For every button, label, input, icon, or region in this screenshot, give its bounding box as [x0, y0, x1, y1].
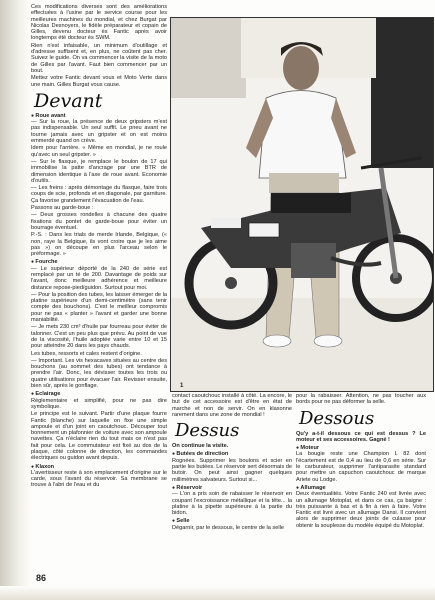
- roue-avant-paragraph: — Deux grosses rondelles à chacune des quatre fixations du pontet de garde-boue pour éviter un bourrage éventuel.: [31, 212, 167, 231]
- right-column: [296, 393, 426, 530]
- reservoir-paragraph: — L'on a pris soin de rabaisser le réservoir en coupant l'excroissance métallique et la tête... la platine à la pipette supérieure à la partie du bidon.: [172, 491, 292, 517]
- fourche-paragraph: — Je mets 230 cm³ d'huile par fourreau pour éviter de talonner. C'est un peu plus que prévu. Au point de vue de la viscosité, l'huile adoptée varie entre 10 et 15 pour atteindre 20 dans les pays chauds.: [31, 324, 167, 350]
- intro-paragraph-3: Mettez votre Fantic devant vous et Moto Verte dans une main. Gilles Burgat vous cause.: [31, 75, 167, 88]
- heading-allumage: ● Allumage: [296, 485, 426, 491]
- photo-illustration: [171, 18, 433, 391]
- dessous-subhead: Qu'y a-t-il dessous ce qui est dessus ? Le moteur et ses accessoires. Gagné !: [296, 430, 426, 443]
- roue-avant-paragraph: — Les freins : après démontage du flasque, faire trois coups de scie, profonds et en diagonale, par garniture. Ça favorise grandement l'évacuation de l'eau.: [31, 185, 167, 204]
- middle-intro-paragraph: contact caoutchouc installé à côté. La encore, le but de cet accessoire est d'être en état de marche et non de servir. On en klaxonne rarement dans une zone de mondial !: [172, 393, 292, 418]
- roue-avant-paragraph: — Sur le flasque, je remplace le boulon de 17 qui immobilise la patte d'ancrage par une BTR de dimension identique à l'axe de roue avant. Economie d'outils.: [31, 158, 167, 184]
- roue-avant-paragraph: Idem pour l'arrière. « Même en mondial, je ne roule qu'avec un seul gripster. »: [31, 145, 167, 158]
- roue-avant-paragraph: Passons au garde-boue :: [31, 205, 94, 212]
- fourche-paragraph: Les tubes, ressorts et cales restent d'origine.: [31, 350, 142, 357]
- page-gutter-shadow: [0, 0, 31, 600]
- eclairage-paragraph: Le principe est le suivant. Partir d'une plaque fourre Fantic (blanche) sur laquelle on fixe une simple ampoule et d'un joint en caoutchouc. Découper tout bonnement un plafonnier de voiture avec son ampoule navettes. Ça n'éclaire rien du tout mais ce n'est pas fait pour cela. Le commutateur est fixé au dos de la plaque, côté colonne de direction, les commandes électriques ou guidon avant depuis.: [31, 411, 167, 462]
- heading-selle: ● Selle: [172, 518, 292, 524]
- heading-reservoir: ● Réservoir: [172, 485, 292, 491]
- photo-rider-with-trial-bike: [170, 17, 434, 392]
- heading-moteur: ● Moteur: [296, 445, 426, 451]
- left-column: [31, 4, 167, 490]
- section-title-dessous: Dessous: [299, 407, 375, 429]
- fourche-paragraph: — Pour la position des tubes, les laisser émerger de la platine supérieure d'un demi-centimètre (sans tenir compte des bouchons). C'est le meilleur compromis pour ne pas « planter » l'avant et garder une bonne maniabilité.: [31, 291, 167, 324]
- heading-fourche: ● Fourche: [31, 259, 167, 265]
- section-title-devant: Devant: [34, 89, 103, 112]
- photo-caption-number: 1: [180, 383, 184, 389]
- moteur-paragraph: La bougie reste une Champion L 82 dont l'écartement est de 0,4 au lieu de 0,6 en série. Sur le carburateur, supprimer l'antiparasite standard pour mettre un capuchon caoutchouc de marque Ariete ou Lodge.: [296, 451, 426, 483]
- roue-avant-paragraph: — Sur la roue, la présence de deux gripsters m'est pas indispensable. Un seul suffit. Le pneu avant ne tourne jamais avec un gripster et on est moins emmerdé quand on crève.: [31, 119, 167, 145]
- fourche-paragraph: — Le supérieur déporté de la 240 de série est remplacé par un té de 200. Davantage de poids sur l'avant, donc meilleure adhérence et meilleure distance repose-pied/guidon. Surtout pour moi.: [31, 265, 167, 291]
- heading-klaxon: ● Klaxon: [31, 464, 167, 470]
- selle-paragraph: Dégarnir, par le dessous, le centre de la selle: [172, 524, 284, 531]
- allumage-paragraph: Deux éventualités. Votre Fantic 240 est livrée avec un allumage Motoplat, et dans ce cas, ça baigne : très puissante à bas et à fin à rien à faire. Votre Fantic est livré avec un allumage Dansi. Il convient alors de supprimer deux joints de culasse pour obtenir la souplesse du modèle équipé du Motoplat.: [296, 491, 426, 529]
- klaxon-paragraph: L'avertisseur reste à son emplacement d'origine sur le carde, sous l'avant du réservoir. Sa membrane se trouve à l'abri de l'eau et du: [31, 469, 167, 489]
- heading-eclairage: ● Eclairage: [31, 391, 167, 397]
- bottom-page-edge: [0, 586, 435, 600]
- fourche-paragraph: — Important. Les vis hexacaves situées au centre des bouchons (au sommet des tubes) ont tendance à prendre l'air. Donc, les dévisser toutes les trois ou quatre utilisations pour évacuer l'air. Revisser ensuite, bien sûr, après le gonflage.: [31, 357, 167, 390]
- right-intro-paragraph: pour la rabaisser. Attention, ne pas toucher aux bords pour ne pas déformer la selle.: [296, 393, 426, 406]
- butees-paragraph: Rognées. Supprimer les boulons et scier en partie les butées. Le réservoir sert désormais de butoir. On peut ainsi gagner quelques millimètres salvateurs. Surtout si...: [172, 457, 292, 483]
- heading-roue-avant: ● Roue avant: [31, 113, 167, 119]
- section-title-dessus: Dessus: [175, 420, 240, 442]
- heading-butees: ● Butées de direction: [172, 451, 292, 457]
- intro-paragraph-1: Ces modifications diverses sont des améliorations effectuées à l'usine par le service course pour les meilleures machines du mondial, et chez Burgat par Nicolas Desnoyers, le fidèle préparateur et copain de Gilles, devenu docteur ès Fantic après avoir longtemps été docteur ès SWM.: [31, 4, 167, 42]
- roue-avant-paragraph: P.-S. : Dans les trials de merde Irlande, Belgique, (« non, raye la Belgique, ils vont croire que je les aime pas ») on découpe en plus l'arceau selon le préformage. »: [31, 232, 167, 258]
- eclairage-paragraph: Réglementaire et simplifié, pour ne pas dire symbolique.: [31, 397, 167, 410]
- page-number: 86: [36, 573, 47, 583]
- intro-paragraph-2: Rien n'est infaisable, un minimum d'outillage et d'adresse suffisent et, en plus, ne coûtent pas cher. Suivez le guide. On va commencer la visite de la moto de Gilles par l'avant. Faut bien commencer par un bout.: [31, 42, 167, 74]
- middle-column: [172, 393, 292, 532]
- dessus-subhead: On continue la visite.: [172, 443, 229, 450]
